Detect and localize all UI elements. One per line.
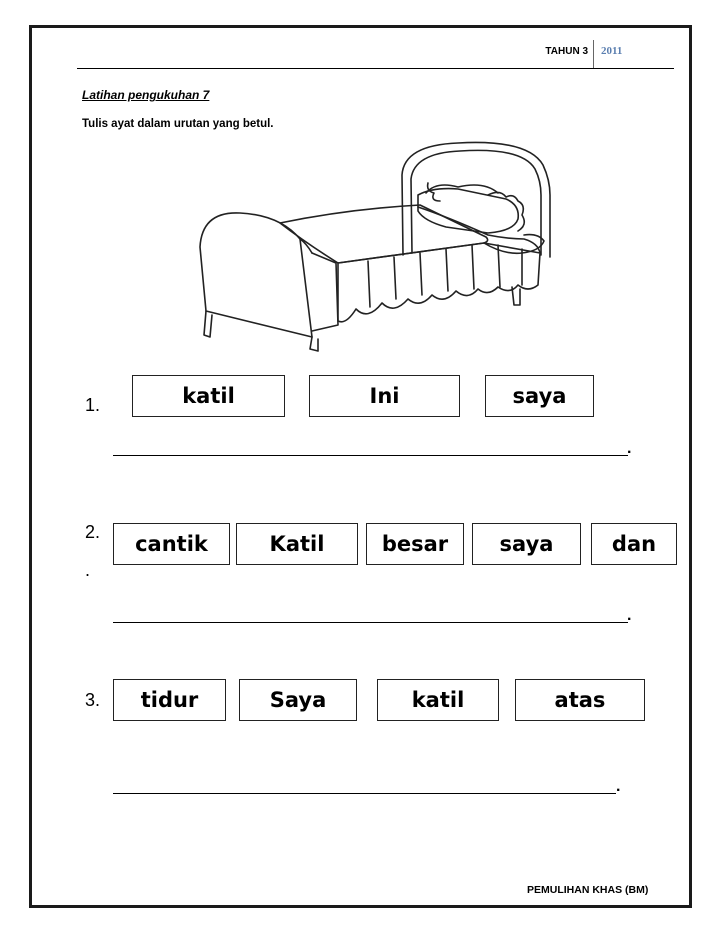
word-card[interactable]: atas <box>515 679 645 721</box>
word-card[interactable]: katil <box>132 375 285 417</box>
answer-line[interactable] <box>113 455 628 456</box>
word-card[interactable]: Katil <box>236 523 358 565</box>
header-divider <box>593 40 594 68</box>
sentence-end-dot: . <box>627 440 632 457</box>
exercise-title: Latihan pengukuhan 7 <box>82 88 210 102</box>
answer-line[interactable] <box>113 622 628 623</box>
year-label: 2011 <box>601 45 623 57</box>
word-card[interactable]: Saya <box>239 679 357 721</box>
bed-illustration-icon <box>188 135 556 355</box>
header-rule <box>77 68 674 69</box>
answer-line[interactable] <box>113 793 616 794</box>
word-card[interactable]: cantik <box>113 523 230 565</box>
word-card[interactable]: besar <box>366 523 464 565</box>
grade-label: TAHUN 3 <box>545 46 588 57</box>
sentence-end-dot: . <box>616 778 621 795</box>
word-card[interactable]: Ini <box>309 375 460 417</box>
question-number: 3. <box>85 690 101 710</box>
word-card[interactable]: saya <box>485 375 594 417</box>
footer-label: PEMULIHAN KHAS (BM) <box>527 884 649 896</box>
question-number-dot: . <box>85 560 91 580</box>
sentence-end-dot: . <box>627 607 632 624</box>
word-card[interactable]: tidur <box>113 679 226 721</box>
word-card[interactable]: katil <box>377 679 499 721</box>
word-card[interactable]: dan <box>591 523 677 565</box>
question-number: 1. <box>85 395 101 415</box>
word-card[interactable]: saya <box>472 523 581 565</box>
instruction-text: Tulis ayat dalam urutan yang betul. <box>82 118 274 130</box>
question-number: 2. <box>85 522 101 542</box>
